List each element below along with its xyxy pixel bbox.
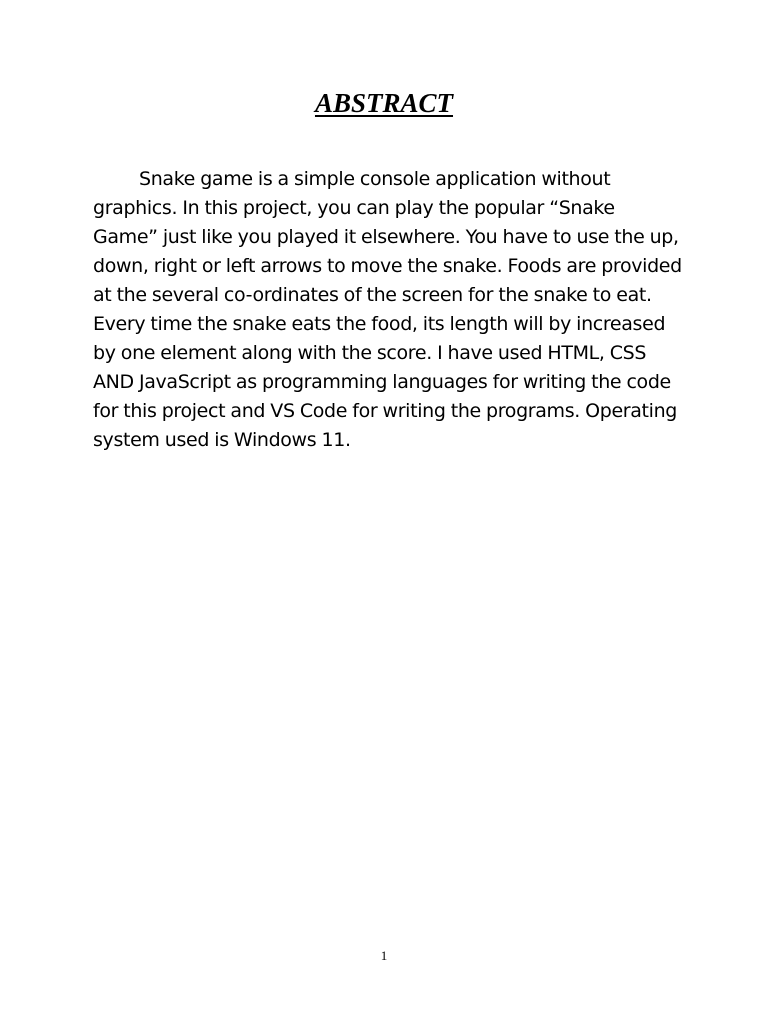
page-title: ABSTRACT (314, 88, 454, 118)
abstract-paragraph: Snake game is a simple console application without graphics. In this project, you can play the popular “Snake Game” just like you played it elsewhere. You have to use the up, down, right or left arrows to move the snake. Foods are provided at the several co-ordinates of the screen for the snake to eat. Every time the snake eats the food, its length will by increased by one element along with the score. I have used HTML, CSS AND JavaScript as programming languages for writing the code for this project and VS Code for writing the programs. Operating system used is Windows 11. (93, 168, 682, 451)
page-number: 1 (380, 948, 388, 963)
